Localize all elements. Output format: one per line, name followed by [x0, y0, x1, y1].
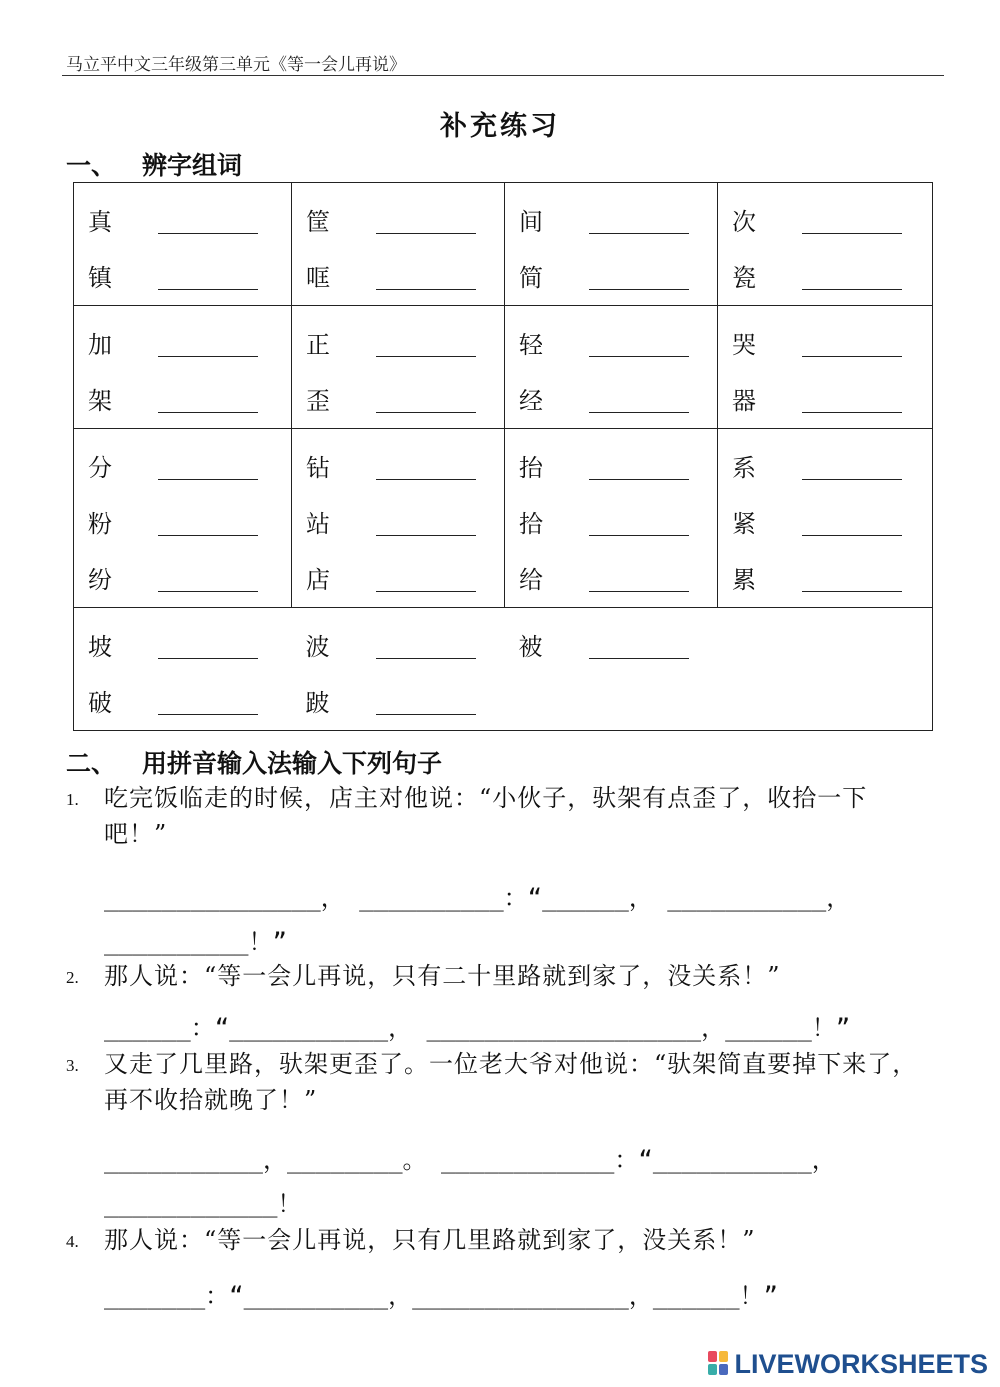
- word-answer-blank[interactable]: [802, 562, 902, 592]
- word-group-row: [74, 183, 933, 306]
- liveworksheets-logo-icon: [708, 1351, 730, 1377]
- word-character: 哐: [306, 263, 330, 292]
- word-entry: [306, 437, 504, 493]
- word-cell: [292, 183, 505, 306]
- word-answer-blank[interactable]: [376, 562, 476, 592]
- word-cell: [292, 429, 505, 608]
- word-answer-blank[interactable]: [589, 383, 689, 413]
- word-entry: [519, 616, 718, 672]
- page-header: 马立平中文三年级第三单元《等一会儿再说》: [66, 55, 406, 75]
- question-number: 4.: [66, 1232, 79, 1251]
- word-answer-blank[interactable]: [158, 204, 258, 234]
- word-character: 紧: [732, 509, 756, 538]
- word-entry: [88, 672, 292, 728]
- word-answer-blank[interactable]: [158, 685, 258, 715]
- word-entry: [88, 314, 291, 370]
- word-table: [73, 182, 933, 731]
- liveworksheets-logo-text: LIVEWORKSHEETS: [734, 1348, 988, 1379]
- word-answer-blank[interactable]: [802, 506, 902, 536]
- word-answer-blank[interactable]: [158, 629, 258, 659]
- word-entry: [306, 370, 504, 426]
- word-entry: [519, 549, 717, 605]
- word-character: 真: [88, 207, 112, 236]
- section2-number: 二、: [66, 749, 117, 778]
- word-answer-blank[interactable]: [376, 204, 476, 234]
- word-entry: [732, 247, 932, 303]
- word-answer-blank[interactable]: [376, 383, 476, 413]
- word-cell: [718, 183, 933, 306]
- word-character: 破: [88, 688, 112, 717]
- word-entry: [732, 437, 932, 493]
- word-character: 次: [732, 207, 756, 236]
- word-character: 哭: [732, 330, 756, 359]
- word-character: 抬: [519, 453, 543, 482]
- word-character: 筐: [306, 207, 330, 236]
- word-cell: [718, 608, 933, 731]
- answer-line-1b[interactable]: __________！”: [104, 928, 287, 956]
- word-answer-blank[interactable]: [376, 327, 476, 357]
- word-entry: [306, 549, 504, 605]
- question-number: 3.: [66, 1056, 79, 1075]
- word-entry: [306, 247, 504, 303]
- word-entry: [732, 370, 932, 426]
- word-character: 间: [519, 207, 543, 236]
- word-answer-blank[interactable]: [589, 327, 689, 357]
- word-answer-blank[interactable]: [158, 450, 258, 480]
- word-answer-blank[interactable]: [802, 383, 902, 413]
- word-character: 分: [88, 453, 112, 482]
- word-cell: [505, 183, 718, 306]
- word-cell: [718, 306, 933, 429]
- word-answer-blank[interactable]: [589, 260, 689, 290]
- question-number: 2.: [66, 968, 79, 987]
- word-answer-blank[interactable]: [589, 506, 689, 536]
- word-character: 坡: [88, 632, 112, 661]
- answer-line-2[interactable]: ______：“___________， ___________________，______！”: [104, 1014, 851, 1042]
- answer-line-4[interactable]: _______：“__________，_______________，______！”: [104, 1282, 778, 1310]
- word-answer-blank[interactable]: [802, 260, 902, 290]
- word-entry: [88, 437, 291, 493]
- word-entry: [88, 191, 291, 247]
- word-cell: [74, 608, 292, 731]
- word-cell: [74, 306, 292, 429]
- word-character: 歪: [306, 386, 330, 415]
- word-character: 被: [518, 632, 543, 661]
- word-entry: [519, 191, 717, 247]
- word-character: 纷: [88, 565, 112, 594]
- word-group-row: [74, 608, 933, 731]
- question-3: [66, 1046, 926, 1118]
- word-answer-blank[interactable]: [376, 685, 476, 715]
- word-group-row: [74, 306, 933, 429]
- word-entry: [88, 247, 291, 303]
- word-answer-blank[interactable]: [158, 506, 258, 536]
- word-entry: [732, 314, 932, 370]
- word-character: 给: [519, 565, 543, 594]
- liveworksheets-logo[interactable]: [708, 1348, 988, 1380]
- word-answer-blank[interactable]: [802, 327, 902, 357]
- word-entry: [88, 493, 291, 549]
- answer-line-3a[interactable]: ___________，________。 ____________：“___________，: [104, 1146, 836, 1174]
- question-text: 那人说：“等一会儿再说，只有二十里路就到家了，没关系！”: [104, 962, 781, 990]
- word-character: 加: [88, 330, 112, 359]
- word-entry: [88, 549, 291, 605]
- word-character: 经: [519, 386, 543, 415]
- word-entry: [306, 493, 504, 549]
- page-title: 补充练习: [440, 111, 560, 142]
- question-4: [66, 1222, 926, 1258]
- word-answer-blank[interactable]: [158, 383, 258, 413]
- word-cell: [292, 306, 505, 429]
- word-entry: [519, 370, 717, 426]
- word-answer-blank[interactable]: [589, 204, 689, 234]
- word-cell: [505, 429, 718, 608]
- section2-heading: [66, 744, 442, 780]
- word-character: 跛: [305, 688, 330, 717]
- section1-heading: [66, 146, 242, 182]
- word-character: 镇: [88, 263, 112, 292]
- word-answer-blank[interactable]: [376, 629, 476, 659]
- word-character: 轻: [519, 330, 543, 359]
- word-entry: [306, 191, 504, 247]
- word-answer-blank[interactable]: [376, 260, 476, 290]
- word-entry: [306, 672, 505, 728]
- word-cell: [718, 429, 933, 608]
- section1-label: 辨字组词: [142, 151, 243, 180]
- word-entry: [88, 370, 291, 426]
- question-number: 1.: [66, 790, 79, 809]
- word-character: 瓷: [732, 263, 756, 292]
- word-answer-blank[interactable]: [589, 450, 689, 480]
- word-answer-blank[interactable]: [158, 562, 258, 592]
- word-entry: [732, 493, 932, 549]
- word-answer-blank[interactable]: [158, 260, 258, 290]
- word-answer-blank[interactable]: [802, 204, 902, 234]
- word-character: 器: [732, 386, 756, 415]
- word-character: 波: [305, 632, 330, 661]
- answer-line-1a[interactable]: _______________， __________：“______， ___________，: [104, 884, 851, 912]
- word-entry: [732, 549, 932, 605]
- section1-number: 一、: [66, 151, 117, 180]
- answer-line-3b[interactable]: ____________！: [104, 1190, 302, 1218]
- word-answer-blank[interactable]: [802, 450, 902, 480]
- word-character: 简: [519, 263, 543, 292]
- word-answer-blank[interactable]: [376, 450, 476, 480]
- word-character: 拾: [519, 509, 543, 538]
- word-answer-blank[interactable]: [589, 629, 689, 659]
- word-cell: [74, 183, 292, 306]
- word-group-row: [74, 429, 933, 608]
- word-character: 站: [306, 509, 330, 538]
- word-cell: [74, 429, 292, 608]
- word-character: 粉: [88, 509, 112, 538]
- word-entry: [732, 191, 932, 247]
- word-cell: [292, 608, 505, 731]
- word-answer-blank[interactable]: [589, 562, 689, 592]
- question-text: 吃完饭临走的时候，店主对他说：“小伙子，驮架有点歪了，收拾一下吧！”: [104, 784, 868, 848]
- question-2: [66, 958, 926, 994]
- word-entry: [88, 616, 292, 672]
- word-character: 店: [306, 565, 330, 594]
- word-character: 钻: [306, 453, 330, 482]
- word-character: 正: [306, 330, 330, 359]
- word-answer-blank[interactable]: [158, 327, 258, 357]
- header-divider: [62, 75, 944, 76]
- word-character: 累: [732, 565, 756, 594]
- word-entry: [519, 314, 717, 370]
- word-character: 架: [88, 386, 112, 415]
- word-entry: [519, 437, 717, 493]
- question-text: 又走了几里路，驮架更歪了。一位老大爷对他说：“驮架简直要掉下来了，再不收拾就晚了！”: [104, 1050, 918, 1114]
- word-cell: [505, 608, 718, 731]
- word-character: 系: [732, 453, 756, 482]
- question-text: 那人说：“等一会儿再说，只有几里路就到家了，没关系！”: [104, 1226, 756, 1254]
- question-1: [66, 780, 926, 852]
- word-entry: [519, 247, 717, 303]
- section2-label: 用拼音输入法输入下列句子: [142, 749, 443, 778]
- word-answer-blank[interactable]: [376, 506, 476, 536]
- word-entry: [306, 314, 504, 370]
- word-entry: [306, 616, 505, 672]
- word-cell: [505, 306, 718, 429]
- word-entry: [519, 493, 717, 549]
